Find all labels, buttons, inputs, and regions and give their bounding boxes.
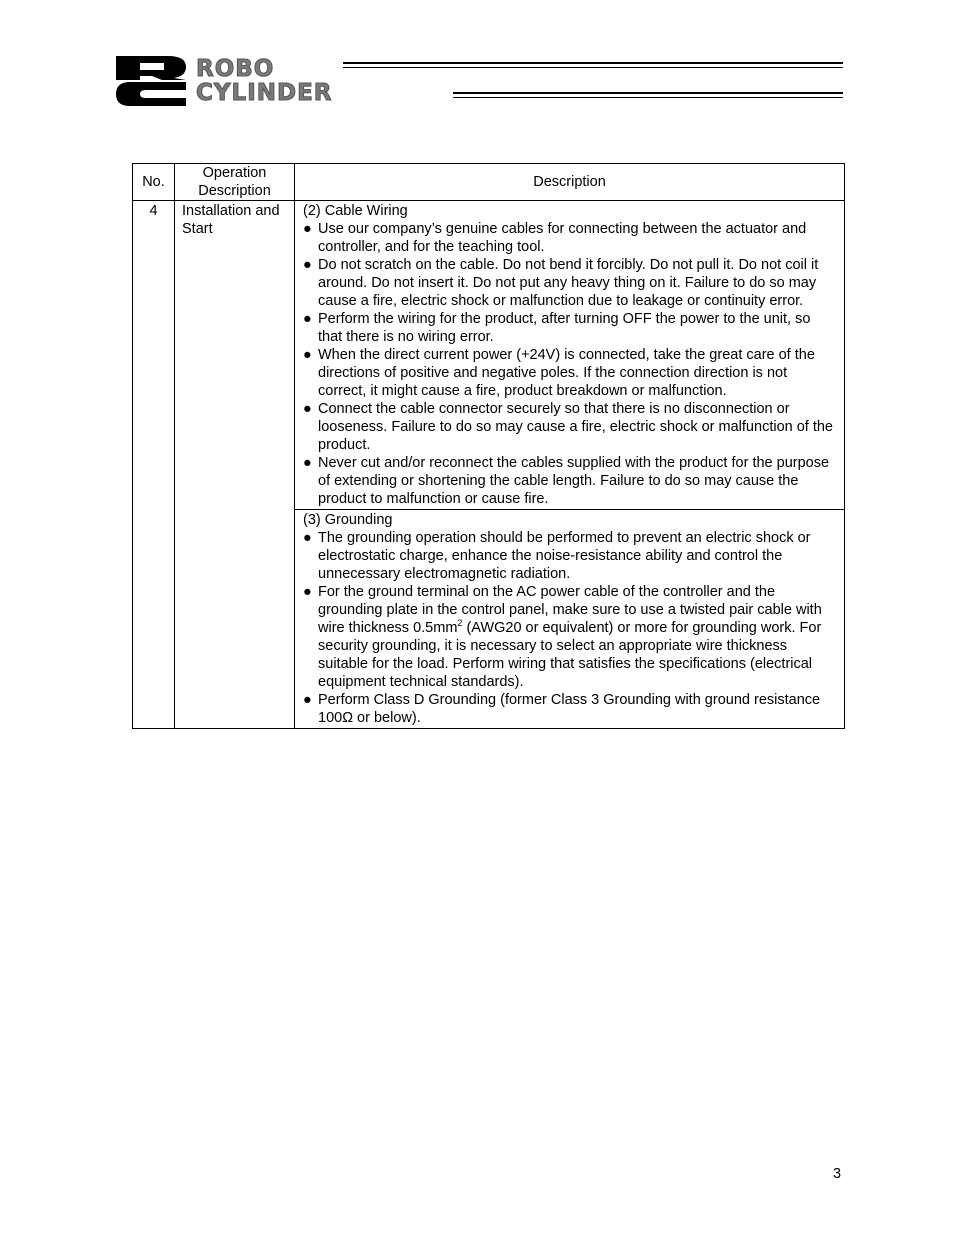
list-item — [303, 691, 836, 727]
list-item — [303, 310, 836, 346]
header-rule-top-2 — [343, 67, 843, 68]
header-description: Description — [295, 164, 845, 201]
list-item — [303, 529, 836, 583]
bullet-icon: ● — [303, 401, 312, 417]
list-item-text: When the direct current power (+24V) is connected, take the great care of the directions of positive and negative poles. If the connection direction is not correct, it might cause a fire, product breakdown or malfunction. — [318, 347, 815, 399]
bullet-icon: ● — [303, 347, 312, 363]
bullet-icon: ● — [303, 221, 312, 237]
list-item-text: (AWG20 or equivalent) or more for grounding work. For security grounding, it is necessary to select an appropriate wire thickness suitable for the load. Perform wiring that satisfies the specifications (electrical equipment technical standards). — [318, 620, 822, 690]
bullet-icon: ● — [303, 692, 312, 708]
bullet-icon: ● — [303, 311, 312, 327]
list-item — [303, 400, 836, 454]
operation-table — [132, 163, 845, 729]
grounding-cell — [295, 510, 845, 729]
logo-text-robo: ROBO — [196, 56, 275, 82]
header-operation: Operation Description — [175, 164, 295, 201]
bullet-icon: ● — [303, 257, 312, 273]
table-row — [133, 201, 845, 510]
logo-text-cylinder: CYLINDER — [196, 80, 333, 106]
header-rule-bottom-2 — [453, 97, 843, 98]
grounding-list — [303, 529, 836, 727]
list-item-text: Use our company’s genuine cables for connecting between the actuator and controller, and for the teaching tool. — [318, 221, 807, 255]
grounding-title: (3) Grounding — [303, 512, 393, 528]
list-item-text: For the ground terminal on the AC power cable of the controller and the grounding plate in the control panel, make sure to use a twisted pair cable with wire thickness 0.5mm — [318, 584, 822, 636]
header-no: No. — [133, 164, 175, 201]
header-rule-top-1 — [343, 62, 843, 64]
list-item-text: Do not scratch on the cable. Do not bend it forcibly. Do not pull it. Do not coil it around. Do not insert it. Do not put any heavy thing on it. Failure to do so may cause a fire, electric shock or malfunction due to leakage or continuity error. — [318, 257, 819, 309]
cable-wiring-cell — [295, 201, 845, 510]
list-item — [303, 256, 836, 310]
header-rule-bottom-1 — [453, 92, 843, 94]
row-operation: Installation and Start — [175, 201, 295, 729]
bullet-icon: ● — [303, 584, 312, 600]
list-item-text: The grounding operation should be performed to prevent an electric shock or electrostatic charge, enhance the noise-resistance ability and control the unnecessary electromagnetic radiation. — [318, 530, 811, 582]
list-item-text: Connect the cable connector securely so that there is no disconnection or looseness. Failure to do so may cause a fire, electric shock or malfunction of the product. — [318, 401, 833, 453]
row-no: 4 — [133, 201, 175, 729]
list-item-text: Perform the wiring for the product, after turning OFF the power to the unit, so that there is no wiring error. — [318, 311, 811, 345]
list-item — [303, 346, 836, 400]
bullet-icon: ● — [303, 455, 312, 471]
cable-wiring-list — [303, 220, 836, 508]
page-number: 3 — [833, 1166, 842, 1182]
list-item-text: Perform Class D Grounding (former Class 3 Grounding with ground resistance 100Ω or below). — [318, 692, 821, 726]
list-item — [303, 454, 836, 508]
cable-wiring-title: (2) Cable Wiring — [303, 203, 408, 219]
bullet-icon: ● — [303, 530, 312, 546]
list-item — [303, 583, 836, 691]
superscript: 2 — [457, 618, 463, 629]
rc-logo-mark-icon — [112, 54, 190, 106]
list-item — [303, 220, 836, 256]
table-header-row — [133, 164, 845, 201]
list-item-text: Never cut and/or reconnect the cables supplied with the product for the purpose of extending or shortening the cable length. Failure to do so may cause the product to malfunction or cause fire. — [318, 455, 830, 507]
